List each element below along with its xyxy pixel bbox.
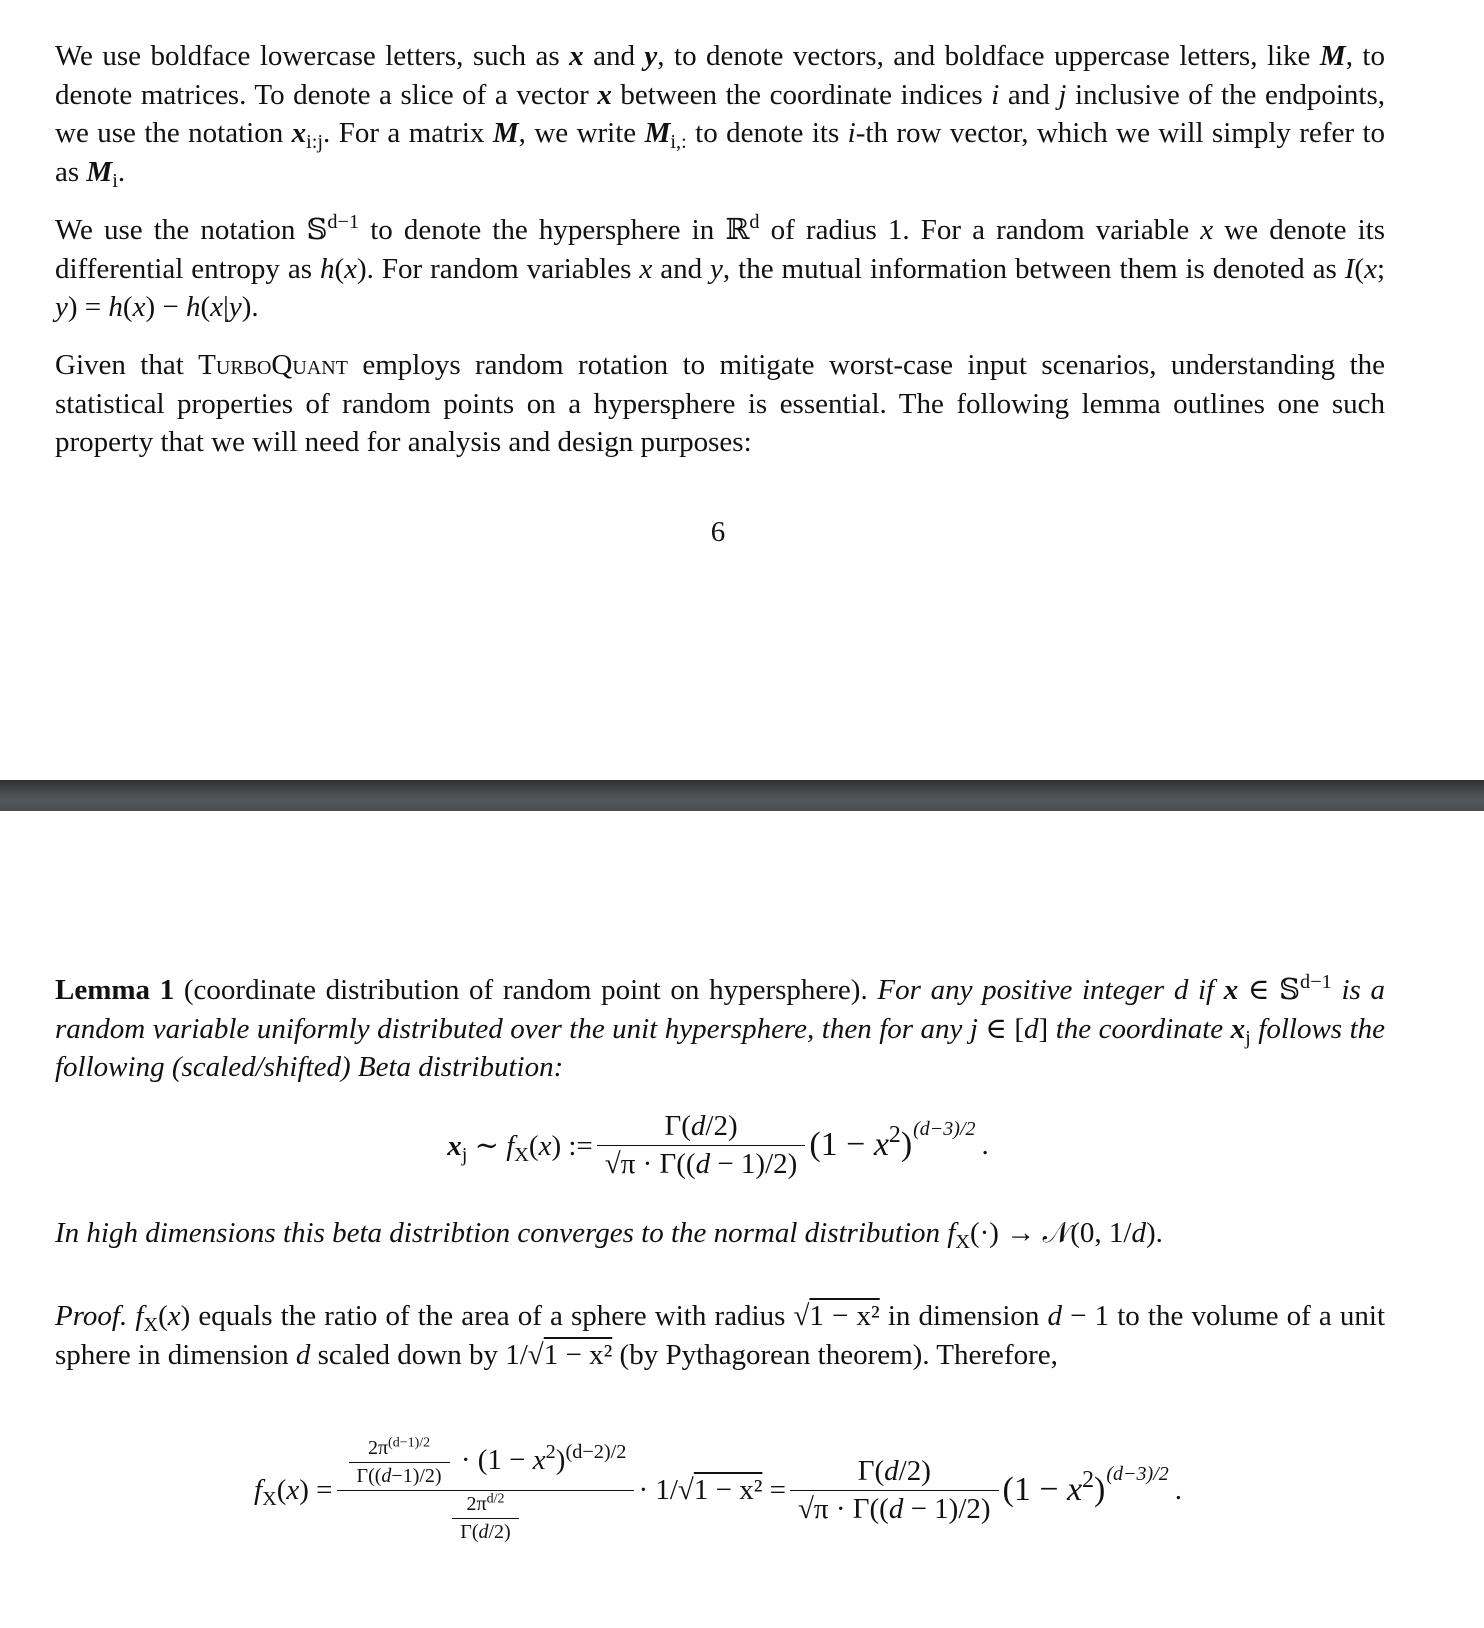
math-symbol: x [597, 78, 612, 111]
text-run: we denote its differential entropy as [55, 214, 1385, 285]
text-run: √π · Γ(( [798, 1492, 889, 1525]
math-symbol: x [1200, 214, 1214, 246]
superscript: 2 [1082, 1466, 1095, 1493]
math-symbol: x [167, 1300, 181, 1332]
text-run: to denote its [686, 117, 848, 149]
text-run: /2) [705, 1109, 738, 1142]
math-symbol: x [639, 252, 653, 285]
eq2-area-den [349, 1462, 450, 1488]
text-run: Γ( [664, 1109, 691, 1142]
text-run: employs random rotation to mitigate worst-case input scenarios, understanding the statistical properties of random points on a hypersphere is essential. The following lemma outlines one such property that we will need for analysis and design purposes: [55, 349, 1386, 458]
math-symbol: x [286, 1473, 300, 1506]
math-symbol: i [991, 78, 1000, 111]
math-symbol: I [1344, 252, 1355, 285]
math-symbol: x [1067, 1471, 1083, 1508]
subscript: X [955, 1231, 970, 1254]
text-run: ) := [551, 1129, 593, 1162]
superscript: d [749, 210, 760, 233]
text-run: ∼ [467, 1129, 507, 1162]
text-run: · (1 − [453, 1443, 533, 1476]
text-run: Given that [55, 349, 199, 381]
math-symbol: d [295, 1338, 311, 1371]
math-symbol: is a random variable uniformly distributed over the unit hypersphere, then for any j [55, 974, 1385, 1045]
math-symbol: x [1364, 252, 1377, 285]
eq1-factor [809, 1121, 913, 1164]
math-symbol: M [492, 117, 519, 149]
math-symbol: h [185, 291, 201, 323]
lemma-statement [55, 971, 1385, 1087]
page-number: 6 [710, 516, 726, 548]
superscript: (d−2)/2 [565, 1440, 627, 1463]
text-run: ) [1094, 1471, 1106, 1508]
eq2-area-factor [453, 1440, 627, 1476]
math-symbol: d [695, 1147, 711, 1180]
text-run: (·) → 𝒩(0, 1/ [969, 1217, 1132, 1249]
square-root: √1 − x² [677, 1473, 763, 1506]
text-run: ). For random variables [357, 252, 640, 285]
text-run: − 1)/2) [710, 1147, 798, 1180]
superscript: d−1 [1300, 970, 1332, 993]
text-run: inclusive of the endpoints, we use the notation [55, 78, 1386, 149]
text-run: of radius 1. For a random variable [759, 214, 1201, 246]
text-run: /2) [898, 1454, 931, 1487]
math-symbol: x [873, 1126, 889, 1163]
text-run: and [999, 78, 1059, 111]
text-run: -th row vector, which we will simply refer to as [55, 117, 1386, 188]
text-run: ) − [145, 291, 186, 323]
text-run: and [583, 40, 645, 72]
math-symbol: f [506, 1129, 515, 1162]
math-symbol: M [644, 117, 671, 149]
math-symbol: y [228, 291, 242, 323]
math-symbol: f [135, 1300, 144, 1332]
text-run: ( [122, 291, 133, 323]
text-run: (1 − [809, 1126, 874, 1163]
page-divider [0, 780, 1484, 811]
square-root: √1 − x² [527, 1338, 613, 1371]
eq2-denominator [337, 1490, 635, 1544]
math-symbol: x [569, 40, 584, 72]
eq1-exponent: (d−3)/2 [913, 1117, 976, 1140]
math-symbol: h [319, 252, 335, 285]
math-symbol: Proof. [55, 1300, 128, 1332]
eq2-lhs [254, 1473, 333, 1510]
superscript: 2 [545, 1440, 556, 1463]
math-symbol: y [55, 291, 68, 323]
math-symbol: d [690, 1109, 706, 1142]
text-run: − 1)/2) [903, 1492, 991, 1525]
text-run: 2π [466, 1492, 487, 1515]
text-run: Γ( [460, 1520, 479, 1543]
text-run: ( [528, 1129, 539, 1162]
text-run: /2) [488, 1520, 511, 1543]
subscript: j [1245, 1026, 1251, 1049]
text-run: We use the notation 𝕊 [55, 214, 328, 246]
square-root: √1 − x² [793, 1300, 880, 1332]
eq2-big-fraction [341, 1434, 631, 1544]
math-symbol: d [888, 1492, 904, 1525]
subscript: X [143, 1314, 159, 1337]
eq2-volume-num [462, 1490, 508, 1518]
text-run: and [652, 252, 711, 285]
text-run: . For a matrix [323, 117, 493, 149]
text-run: − 1 to the volume of a unit sphere in dimension [55, 1300, 1386, 1371]
eq1-fraction [601, 1110, 802, 1181]
math-symbol: x [210, 291, 223, 323]
text-run: to denote the hypersphere in ℝ [359, 214, 750, 246]
text-run: scaled down by 1/ [310, 1338, 528, 1371]
text-run: 2π [367, 1436, 389, 1459]
eq2-result-fraction [794, 1455, 995, 1526]
superscript: 2 [888, 1121, 901, 1148]
math-symbol: x [1230, 1012, 1246, 1045]
subscript: i,: [670, 131, 687, 154]
proof-paragraph [55, 1297, 1385, 1374]
math-symbol: M [1319, 40, 1346, 72]
subscript: i:j [306, 131, 324, 154]
math-symbol: f [254, 1473, 263, 1506]
eq2-area-fraction [353, 1434, 446, 1488]
text-run: , the mutual information between them is denoted as [722, 252, 1345, 285]
high-dimension-remark [55, 1214, 1385, 1253]
text-run: ) [555, 1443, 566, 1476]
eq2-result-denominator [790, 1490, 999, 1526]
math-symbol: f [947, 1217, 956, 1249]
eq1-denominator [597, 1145, 806, 1181]
text-run: ) = [67, 291, 109, 323]
math-symbol: x [538, 1129, 552, 1162]
hypersphere-paragraph [55, 211, 1385, 327]
math-symbol: d [381, 1464, 392, 1487]
math-symbol: x [344, 252, 357, 285]
eq2-numerator [341, 1434, 631, 1490]
turboquant-paragraph [55, 346, 1385, 462]
math-symbol: For any positive integer d if [877, 974, 1224, 1006]
math-symbol: y [644, 40, 658, 72]
math-symbol: Lemma 1 [55, 974, 175, 1006]
math-symbol: i [847, 117, 856, 149]
eq2-period: . [1174, 1473, 1182, 1506]
text-run: (coordinate distribution of random point on hypersphere). [174, 974, 878, 1006]
text-run: ) [900, 1126, 913, 1163]
math-symbol: In high dimensions this beta distribtion converges to the normal distribution [55, 1217, 948, 1249]
eq2-factor [1002, 1466, 1106, 1509]
math-symbol: follows the following (scaled/shifted) Beta distribution: [55, 1012, 1385, 1083]
math-symbol: d [1024, 1012, 1039, 1045]
subscript: j [461, 1143, 468, 1166]
proof-equation [0, 1430, 1436, 1550]
text-run: ∈ 𝕊 [1238, 974, 1301, 1006]
superscript: d−1 [327, 210, 360, 233]
text-run: −1)/2) [391, 1464, 442, 1487]
text-run: , to denote vectors, and boldface uppercase letters, like [657, 40, 1320, 72]
text-run: = [762, 1473, 787, 1506]
text-run: Γ(( [356, 1464, 382, 1487]
text-run: Γ( [857, 1454, 885, 1487]
subscript: i [112, 169, 118, 192]
text-run: | [223, 291, 229, 323]
text-run: We use boldface lowercase letters, such as [55, 40, 570, 72]
text-run: between the coordinate indices [611, 78, 992, 111]
math-symbol: d [478, 1520, 489, 1543]
text-run: ] [1038, 1012, 1056, 1045]
text-run: ). [1145, 1217, 1163, 1249]
text-run: ) equals the ratio of the area of a sphere with radius [180, 1300, 794, 1332]
math-symbol: x [447, 1129, 462, 1162]
math-symbol: d [884, 1454, 899, 1487]
eq2-area-num [364, 1434, 434, 1462]
text-run: √π · Γ(( [604, 1147, 696, 1180]
text-run: (1 − [1002, 1471, 1068, 1508]
text-run: ∈ [ [985, 1012, 1025, 1045]
text-run: , to denote matrices. To denote a slice of a vector [55, 40, 1385, 111]
eq1-numerator [660, 1110, 741, 1145]
text-run: ( [334, 252, 345, 285]
eq2-volume-den [452, 1518, 518, 1544]
math-symbol: x [1223, 974, 1239, 1006]
text-run: · 1/ [638, 1473, 678, 1506]
math-symbol: TurboQuant [198, 349, 348, 381]
text-run: , we write [518, 117, 645, 149]
text-run: ( [1354, 252, 1365, 285]
eq2-volume-fraction [456, 1490, 514, 1544]
eq1-period: . [981, 1128, 989, 1161]
superscript: d/2 [486, 1490, 505, 1506]
math-symbol: x [291, 117, 307, 149]
text-run: ) = [299, 1473, 333, 1506]
text-run: ( [276, 1473, 287, 1506]
text-run: ( [158, 1300, 168, 1332]
math-symbol: the coordinate [1055, 1012, 1231, 1045]
eq2-result-numerator [854, 1455, 935, 1490]
beta-distribution-equation [0, 1105, 1436, 1185]
subscript: X [262, 1487, 277, 1510]
eq2-exponent: (d−3)/2 [1106, 1462, 1169, 1485]
superscript: (d−1)/2 [388, 1434, 431, 1450]
text-run: ( [200, 291, 211, 323]
text-run: (by Pythagorean theorem). Therefore, [612, 1338, 1058, 1371]
math-symbol: M [86, 155, 113, 188]
math-symbol: d [1047, 1300, 1063, 1332]
math-symbol: j [1058, 78, 1067, 111]
subscript: X [514, 1143, 529, 1166]
math-symbol: y [710, 252, 723, 285]
eq1-lhs [447, 1128, 593, 1166]
math-symbol: h [108, 291, 123, 323]
math-symbol: x [132, 291, 146, 323]
notation-paragraph [55, 37, 1385, 191]
math-symbol: x [532, 1443, 546, 1476]
math-symbol: d [1131, 1217, 1146, 1249]
text-run: . [117, 155, 126, 188]
text-run: ). [241, 291, 259, 323]
text-run: in dimension [879, 1300, 1048, 1332]
text-run: ; [1376, 252, 1385, 285]
eq2-middle [638, 1474, 786, 1507]
